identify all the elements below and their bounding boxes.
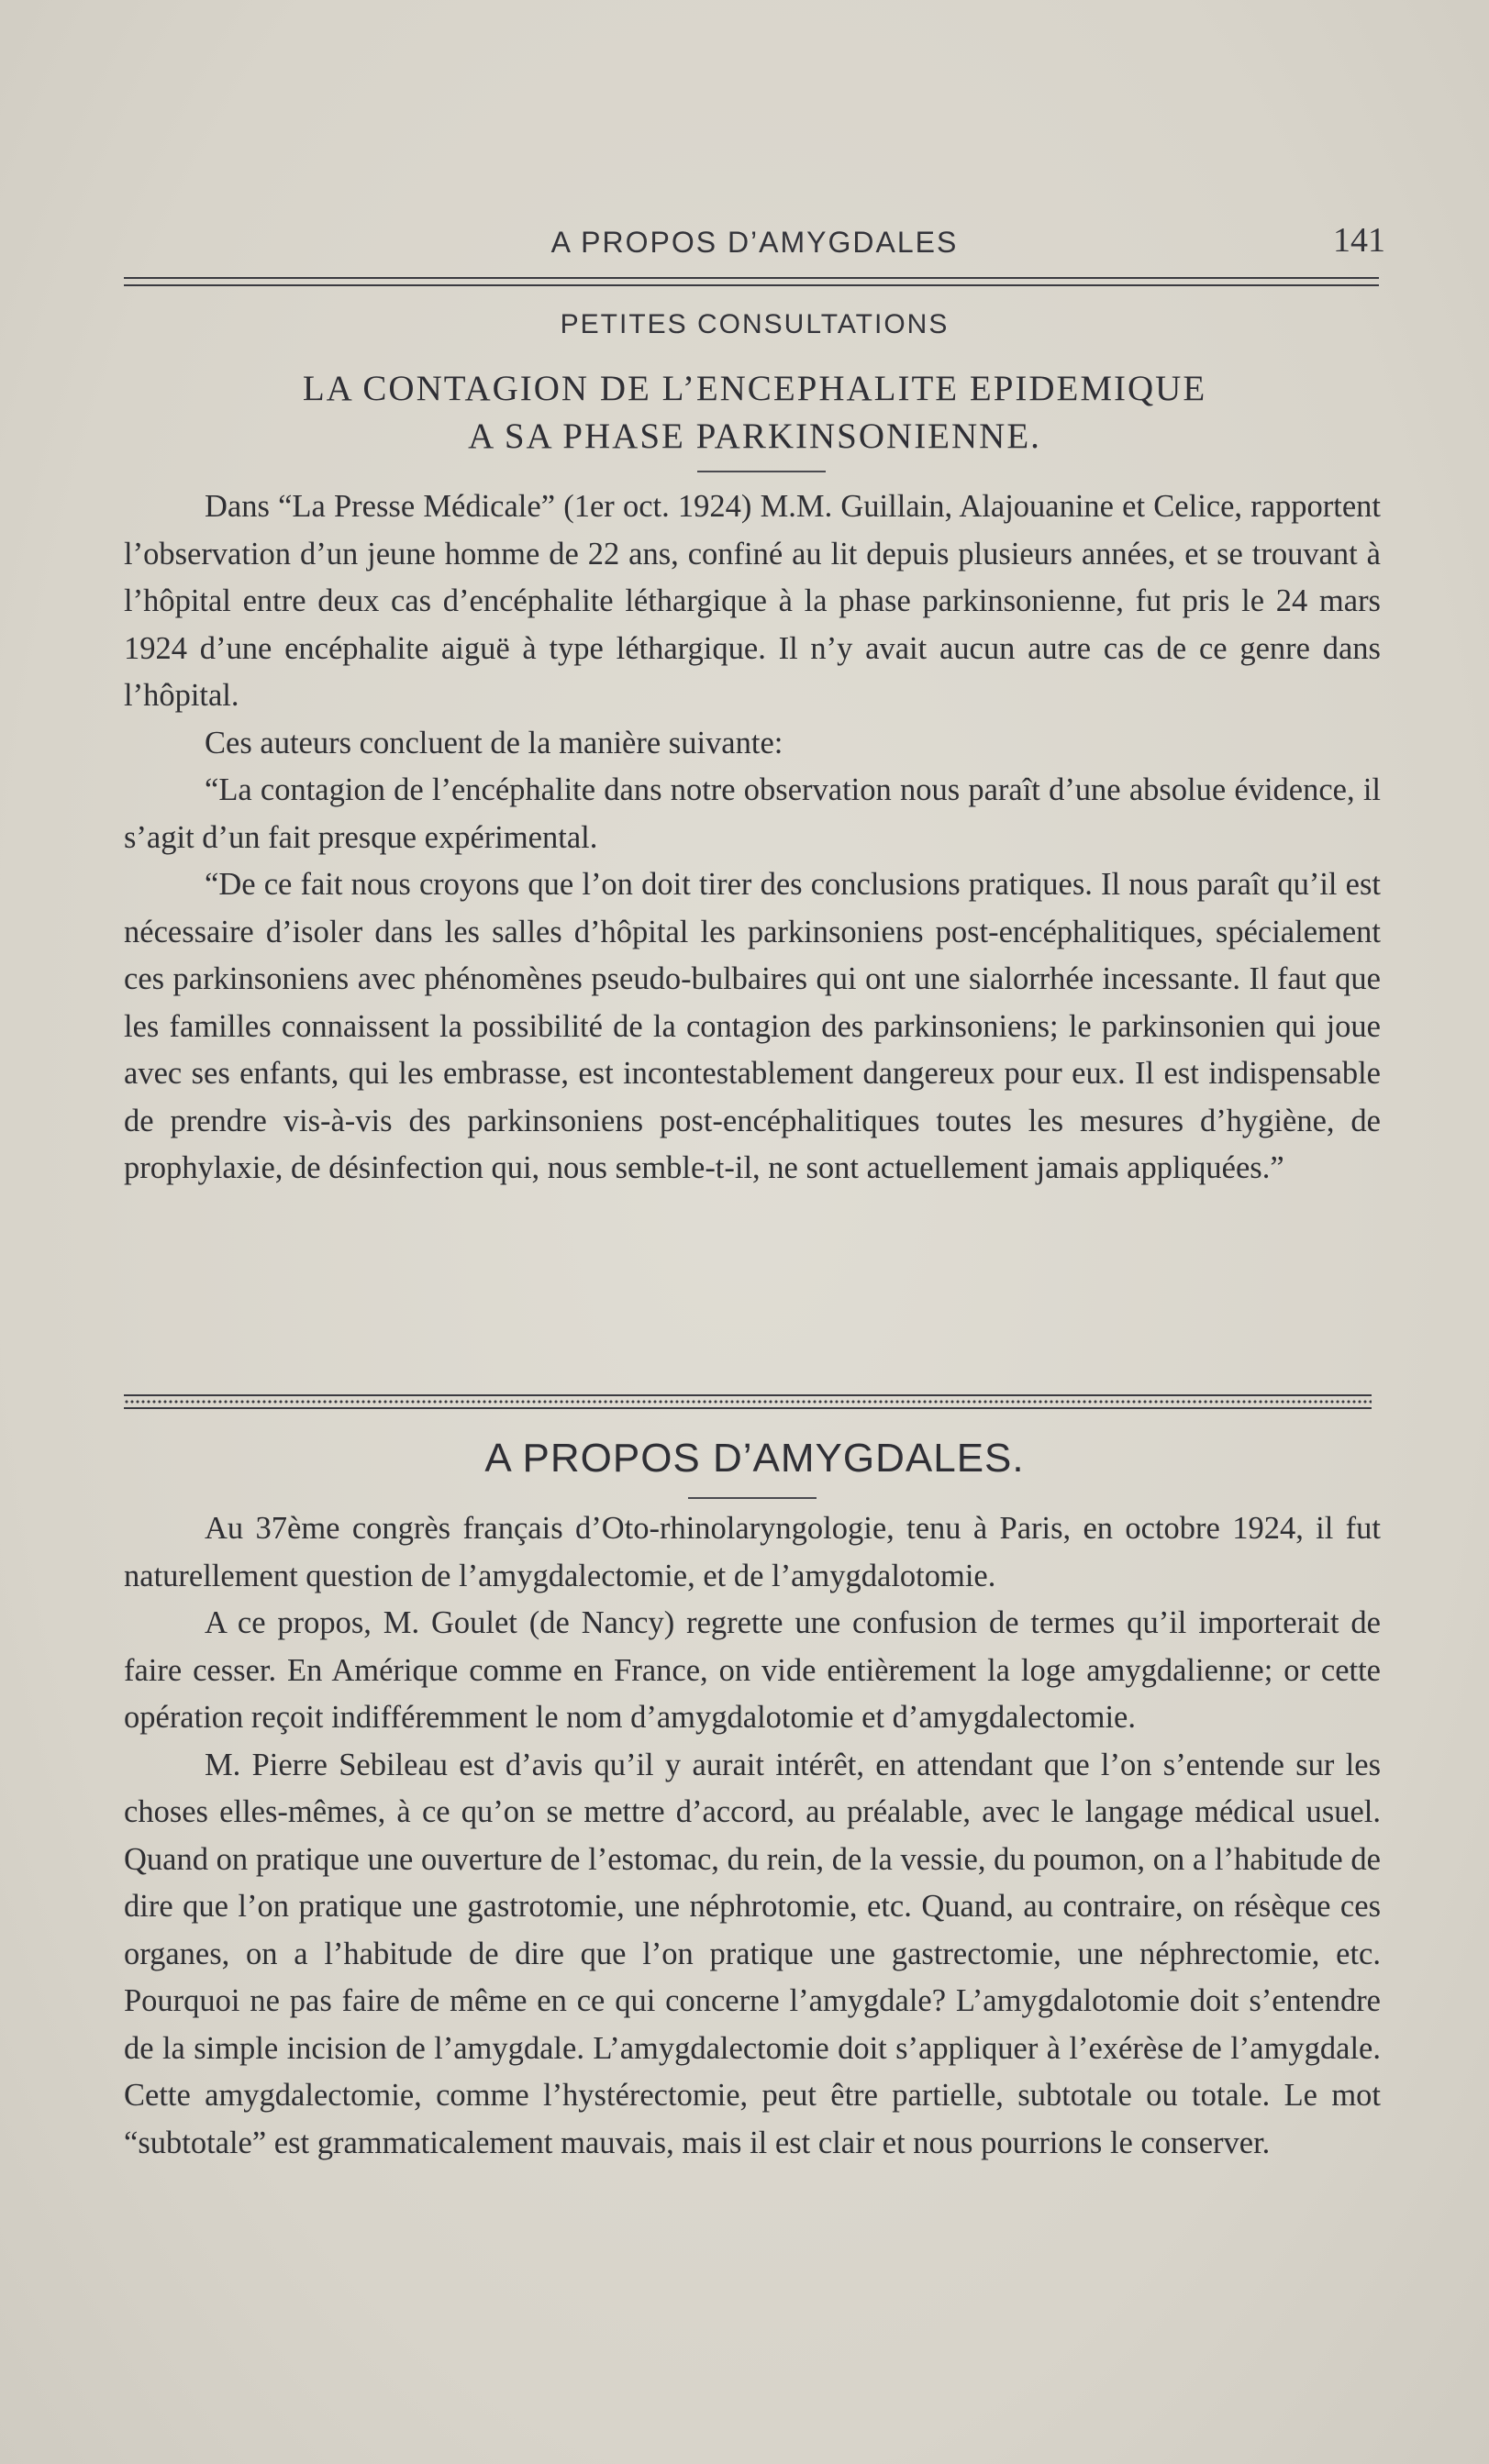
article-2-body — [124, 1505, 1381, 2167]
page-number: 141 — [1333, 221, 1385, 260]
article-title-1-line1: LA CONTAGION DE L’ENCEPHALITE EPIDEMIQUE — [302, 369, 1207, 408]
article-title-2: A PROPOS D’AMYGDALES. — [484, 1436, 1025, 1481]
paragraph: “La contagion de l’encéphalite dans notre observation nous paraît d’une absolue évidence, il s’agit d’un fait presque expérimental. — [124, 772, 1381, 855]
page-header — [124, 220, 1385, 260]
title-underline-1 — [697, 471, 826, 472]
article-1-body — [124, 483, 1381, 1193]
title-underline-2 — [688, 1497, 817, 1499]
section-divider-dotted — [124, 1394, 1372, 1409]
paragraph: Au 37ème congrès français d’Oto-rhinolaryngologie, tenu à Paris, en octobre 1924, il fut naturellement question de l’amygdalectomie, et de l’amygdalotomie. — [124, 1511, 1381, 1593]
article-title-1-line2: A SA PHASE PARKINSONIENNE. — [468, 416, 1041, 456]
running-title: A PROPOS D’AMYGDALES — [550, 226, 959, 259]
paragraph: “De ce fait nous croyons que l’on doit tirer des conclusions pratiques. Il nous paraît qu’il est nécessaire d’isoler dans les salles d’hôpital les parkinsoniens post-encéphalitiques, spécialement ces parkinsoniens avec phénomènes pseudo-bulbaires qui ont une sialorrhée incessante. Il faut que les familles connaissent la possibilité de la contagion des parkinsoniens; le parkinsonien qui joue avec ses enfants, qui les embrasse, est incontestablement dangereux pour eux. Il est indispensable de prendre vis-à-vis des parkinsoniens post-encéphalitiques toutes les mesures d’hygiène, de prophylaxie, de désinfection qui, nous semble-t-il, ne sont actuellement jamais appliquées.” — [124, 867, 1381, 1185]
paragraph: Dans “La Presse Médicale” (1er oct. 1924) M.M. Guillain, Alajouanine et Celice, rapportent l’observation d’un jeune homme de 22 ans, confiné au lit depuis plusieurs années, et se trouvant à l’hôpital entre deux cas d’encéphalite léthargique à la phase parkinsonienne, fut pris le 24 mars 1924 d’une encéphalite aiguë à type léthargique. Il n’y avait aucun autre cas de ce genre dans l’hôpital. — [124, 489, 1381, 713]
paragraph: A ce propos, M. Goulet (de Nancy) regrette une confusion de termes qu’il importerait de faire cesser. En Amérique comme en France, on vide entièrement la loge amygdalienne; or cette opération reçoit indifféremment le nom d’amygdalotomie et d’amygdalectomie. — [124, 1605, 1381, 1735]
paragraph: Ces auteurs concluent de la manière suivante: — [205, 725, 783, 760]
paragraph: M. Pierre Sebileau est d’avis qu’il y aurait intérêt, en attendant que l’on s’entende sur les choses elles-mêmes, à ce qu’on se mettre d’accord, au préalable, avec le langage médical usuel. Quand on pratique une ouverture de l’estomac, du rein, de la vessie, du poumon, on a l’habitude de dire que l’on pratique une gastrotomie, une néphrotomie, etc. Quand, au contraire, on résèque ces organes, on a l’habitude de dire que l’on pratique une gastrectomie, une néphrectomie, etc. Pourquoi ne pas faire de même en ce qui concerne l’amygdale? L’amygdalotomie doit s’entendre de la simple incision de l’amygdale. L’amygdalectomie doit s’appliquer à l’exérèse de l’amygdale. Cette amygdalectomie, comme l’hystérectomie, peut être partielle, subtotale ou totale. Le mot “subtotale” est grammaticalement mauvais, mais il est clair et nous pourrions le conserver. — [124, 1747, 1381, 2160]
section-label: PETITES CONSULTATIONS — [560, 309, 950, 339]
article-title-1 — [124, 365, 1385, 461]
header-double-rule — [124, 277, 1379, 286]
